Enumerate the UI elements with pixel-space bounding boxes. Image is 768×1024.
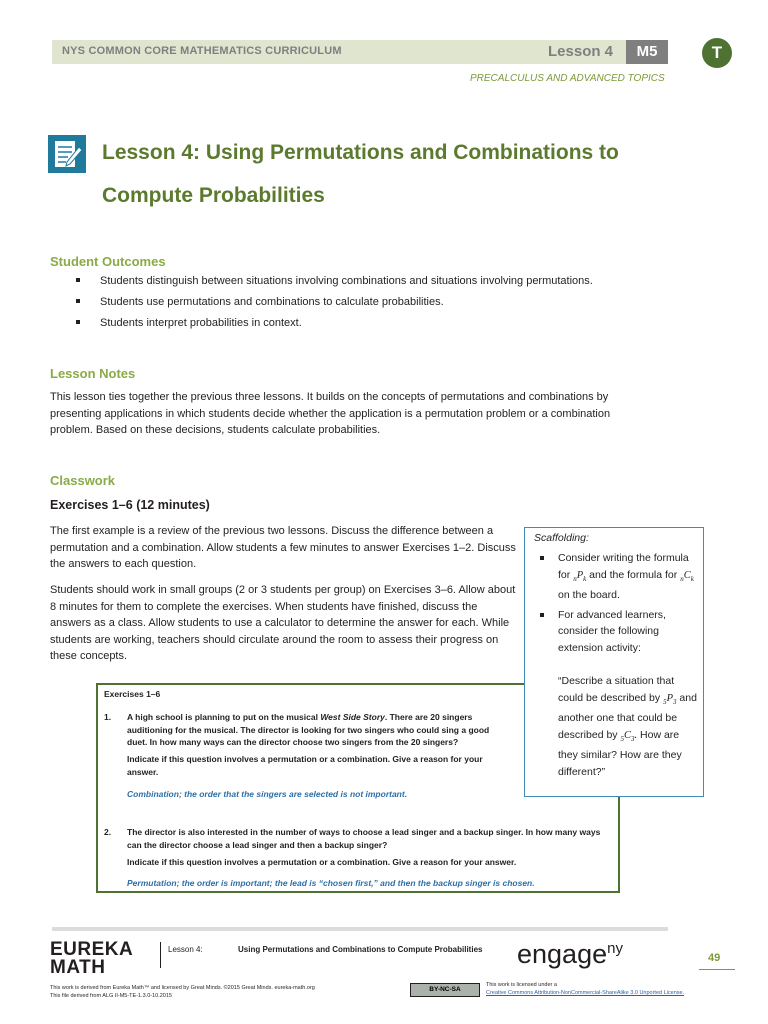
classwork-paragraph-1: The first example is a review of the previous two lessons. Discuss the difference between a permutation and a combination. Allow students a few minutes to answer Exercises 1–2. Discuss the answers to each question. <box>50 525 516 570</box>
outcome-item: Students use permutations and combinations to calculate probabilities. <box>74 295 593 309</box>
scaffolding-item-extension: For advanced learners, consider the following extension activity: <box>538 607 698 657</box>
exercise-1-number: 1. <box>104 712 112 722</box>
page-title-line1: Lesson 4: Using Permutations and Combinations to <box>102 141 619 164</box>
footer-lesson-title: Using Permutations and Combinations to Compute Probabilities <box>238 945 483 954</box>
notepad-pencil-icon <box>48 135 86 173</box>
scaffolding-list <box>538 550 698 659</box>
lesson-notes-heading: Lesson Notes <box>50 366 136 381</box>
page-title-line2: Compute Probabilities <box>102 184 325 207</box>
credit-line-2: This file derived from ALG II-M5-TE-1.3.0-10.2015 <box>50 993 172 999</box>
footer-bar <box>52 927 668 931</box>
scaffolding-title: Scaffolding: <box>534 532 589 544</box>
student-outcomes-heading: Student Outcomes <box>50 254 166 269</box>
exercise-2-prompt: Indicate if this question involves a permutation or a combination. Give a reason for your answer. <box>127 857 517 867</box>
credit-line-1: This work is derived from Eureka Math™ and licensed by Great Minds. ©2015 Great Minds. eureka-math.org <box>50 985 315 991</box>
module-badge: M5 <box>626 40 668 64</box>
footer-lesson-label: Lesson 4: <box>168 945 203 954</box>
lesson-notes-text: This lesson ties together the previous three lessons. It builds on the concepts of permutations and combinations by presenting applications in which students decide whether the application is a permutation problem or a combination problem. Based on these decisions, students calculate probabilities. <box>50 391 611 436</box>
exercise-1-answer: Combination; the order that the singers are selected is not important. <box>127 789 408 799</box>
lesson-label: Lesson 4 <box>548 43 614 60</box>
outcome-item: Students distinguish between situations involving combinations and situations involving permutations. <box>74 274 593 288</box>
exercise-2-number: 2. <box>104 827 112 837</box>
scaffolding-extension-quote: “Describe a situation that could be described by $_5P_3$ and another one that could be described by $_5C_3$. How are they similar? How are they different?” <box>558 675 697 778</box>
exercise-2-text: The director is also interested in the number of ways to choose a lead singer and a backup singer. In how many ways can the director choose a lead singer and then a backup singer? <box>127 827 601 850</box>
exercises-heading: Exercises 1–6 (12 minutes) <box>50 498 210 512</box>
course-subtitle: PRECALCULUS AND ADVANCED TOPICS <box>470 73 665 84</box>
exercise-1-prompt: Indicate if this question involves a permutation or a combination. Give a reason for your answer. <box>127 754 483 777</box>
footer-divider <box>160 942 161 968</box>
exercise-1-text: A high school is planning to put on the musical West Side Story. There are 20 singers auditioning for the musical. The director is looking for two singers who could sing a good duet. In how many ways can the director choose two singers from the 20 singers? <box>127 712 490 747</box>
eureka-math-logo: EUREKA MATH <box>50 939 134 978</box>
cc-license-badge: BY-NC-SA <box>410 983 480 997</box>
exercises-box-heading: Exercises 1–6 <box>104 689 161 699</box>
page-number: 49 <box>708 952 721 964</box>
engageny-logo: engage$^{ny}$ <box>517 939 623 969</box>
scaffolding-item-formulas: Consider writing the formula for $_nP_k$ and the formula for $_nC_k$ on the board. <box>538 550 698 604</box>
exercise-2-answer: Permutation; the order is important; the lead is “chosen first,” and then the backup singer is chosen. <box>127 878 535 888</box>
classwork-paragraph-2: Students should work in small groups (2 or 3 students per group) on Exercises 3–6. Allow about 8 minutes for them to complete the exercises. When students have finished, discuss the answers as a class. Allow students to use a calculator to determine the answer for each. While students are working, teachers should circulate around the room to assess their progress on these concepts. <box>50 584 516 662</box>
page-number-rule <box>699 969 735 970</box>
curriculum-label: NYS COMMON CORE MATHEMATICS CURRICULUM <box>62 45 342 57</box>
license-text: This work is licensed under a <box>486 982 557 988</box>
outcome-item: Students interpret probabilities in context. <box>74 316 593 330</box>
classwork-heading: Classwork <box>50 473 116 488</box>
teacher-badge: T <box>702 38 732 68</box>
license-link[interactable]: Creative Commons Attribution-NonCommercial-ShareAlike 3.0 Unported License. <box>486 990 685 996</box>
student-outcomes-list <box>74 274 593 337</box>
